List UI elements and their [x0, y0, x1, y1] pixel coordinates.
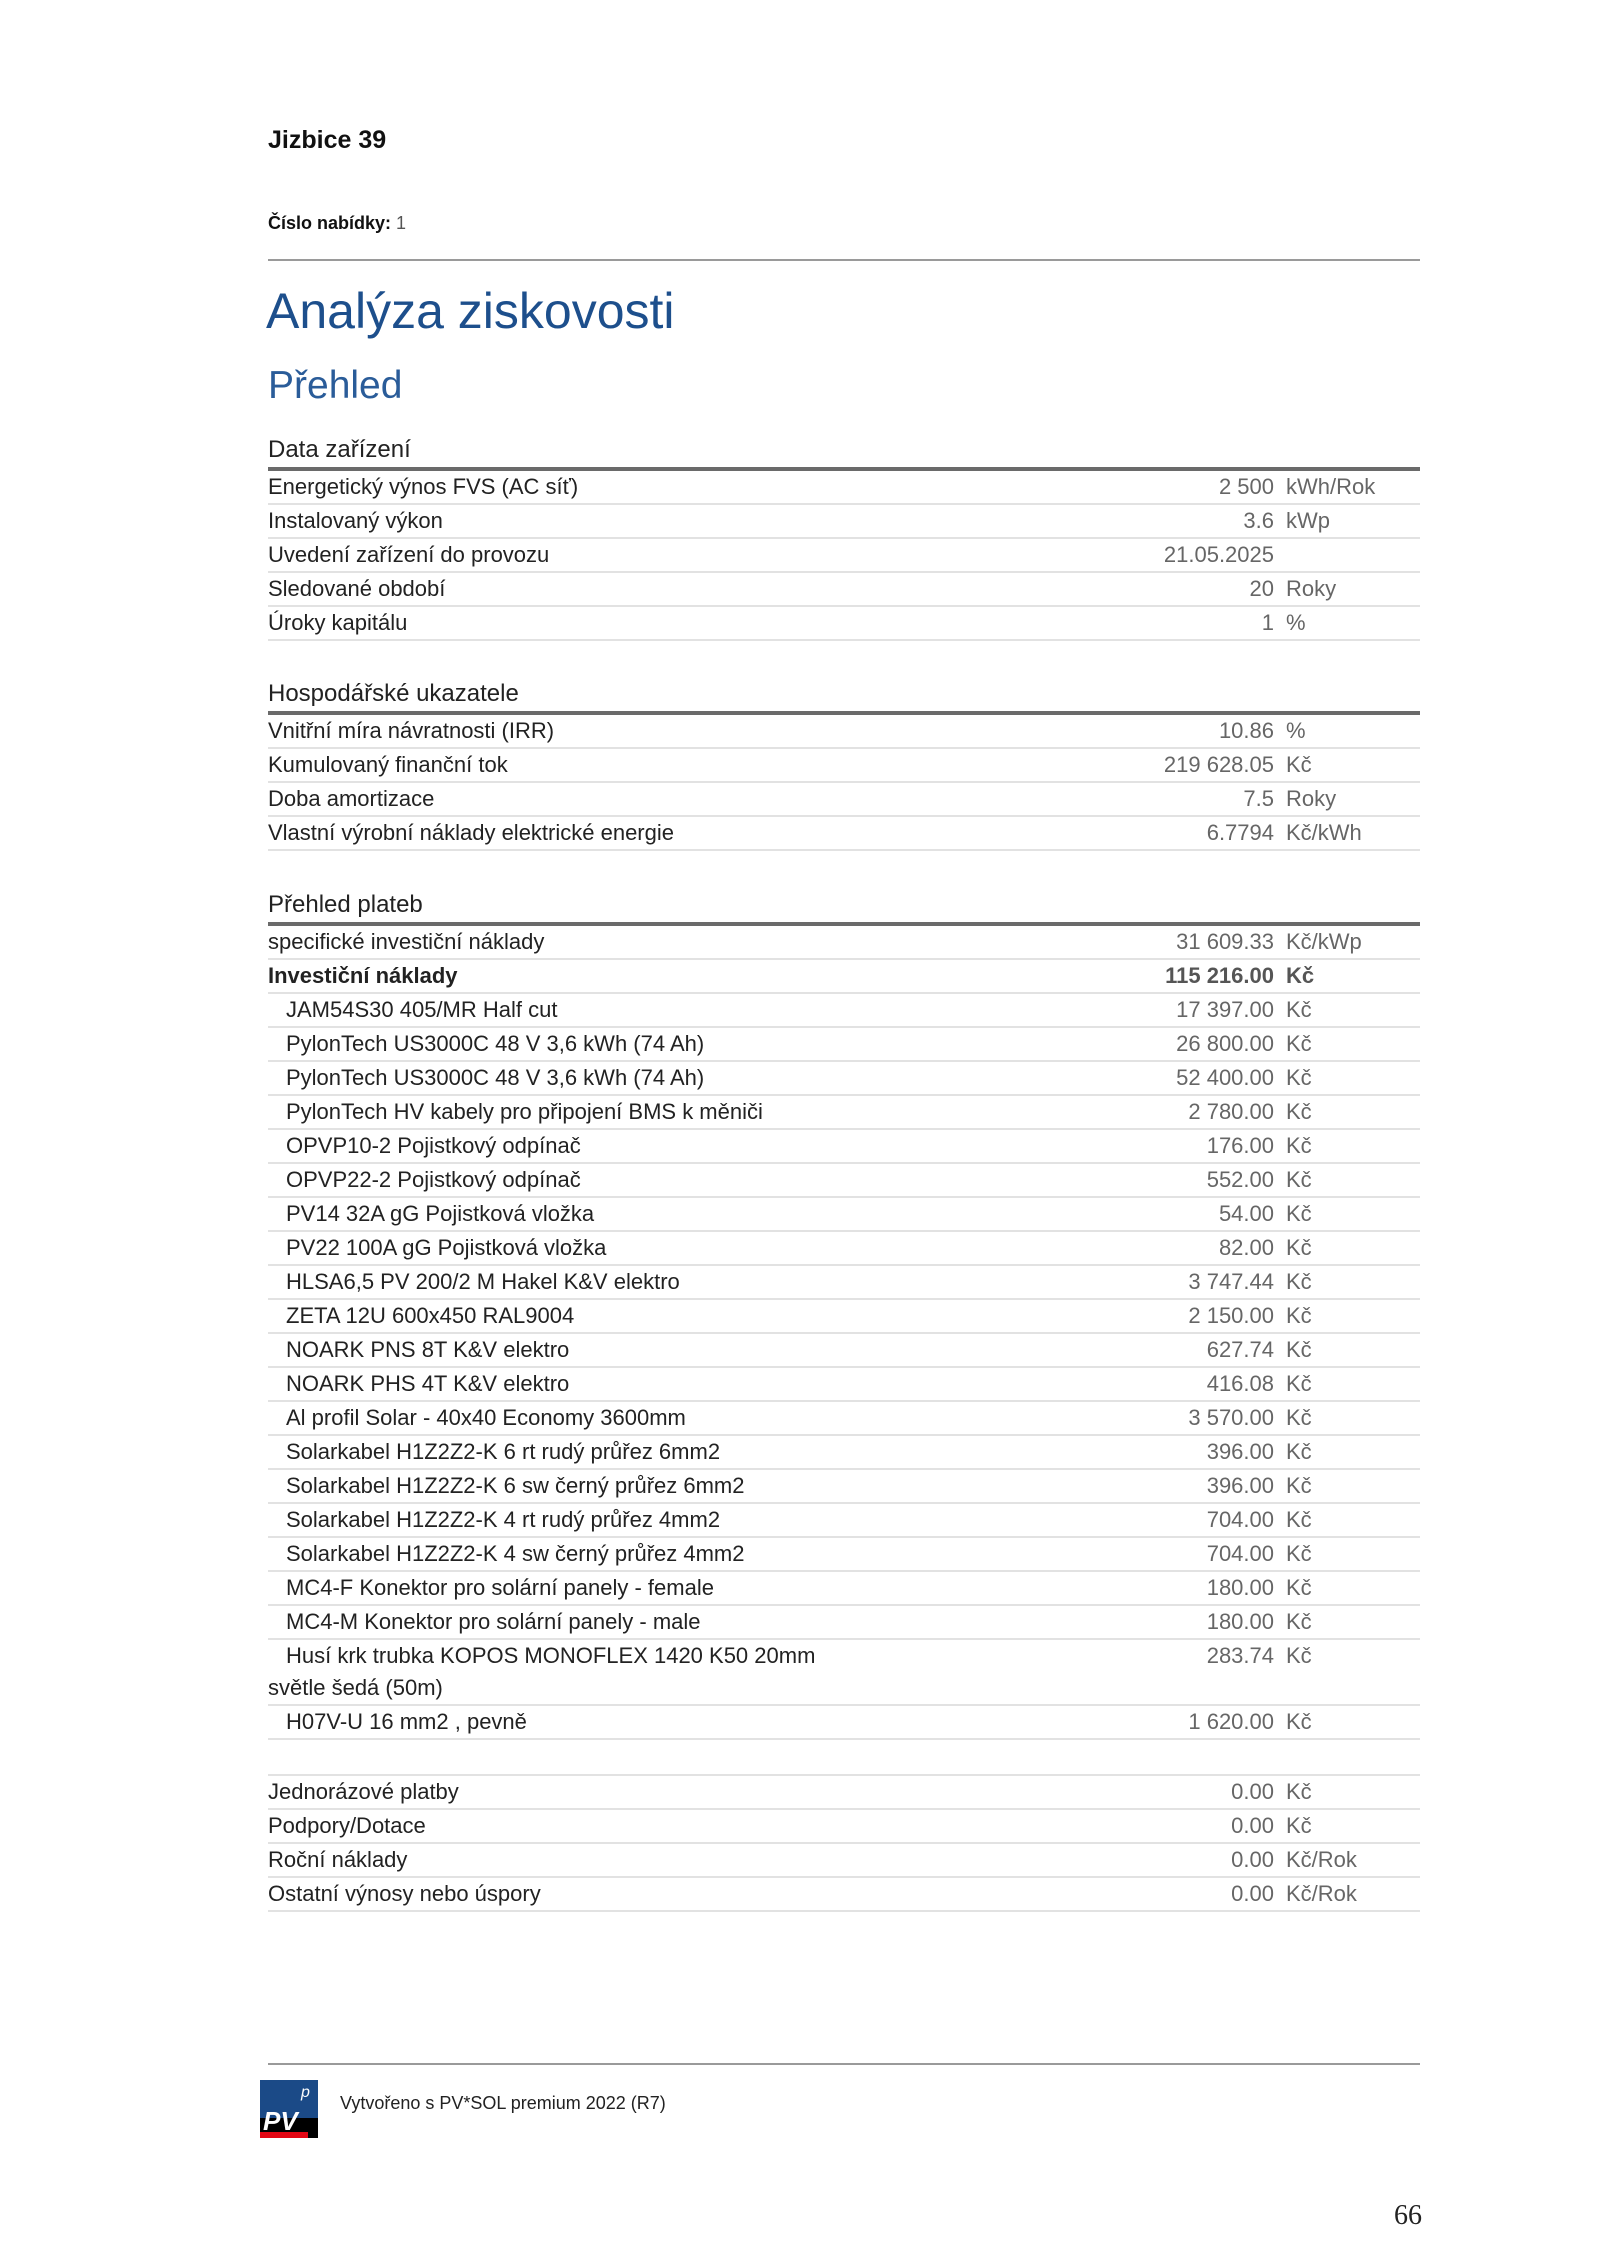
row-label: H07V-U 16 mm2 , pevně: [286, 1709, 527, 1734]
row-value: 54.00: [1218, 1201, 1274, 1226]
table-row: [268, 817, 1420, 851]
row-label: PV22 100A gG Pojistková vložka: [286, 1235, 607, 1260]
row-value: 2 150.00: [1188, 1303, 1274, 1328]
row-value: 0.00: [1231, 1881, 1274, 1906]
row-unit: Kč: [1286, 1133, 1312, 1158]
row-value: 704.00: [1206, 1541, 1274, 1566]
table-row: [268, 1334, 1420, 1368]
row-unit: Kč: [1286, 963, 1315, 988]
row-value: 3.6: [1243, 508, 1274, 533]
section-payment-overview: [268, 888, 1420, 1740]
row-value: 552.00: [1206, 1167, 1274, 1192]
row-label: Doba amortizace: [268, 786, 435, 811]
row-value: 21.05.2025: [1163, 542, 1274, 567]
table-row: [268, 1028, 1420, 1062]
offer-value: 1: [396, 213, 407, 233]
row-label: Instalovaný výkon: [268, 508, 443, 533]
row-value: 115 216.00: [1165, 963, 1274, 988]
pvsol-logo-icon: [260, 2080, 318, 2138]
row-value: 283.74: [1206, 1643, 1274, 1668]
row-value: 180.00: [1206, 1575, 1274, 1600]
table-row: [268, 1436, 1420, 1470]
row-unit: kWh/Rok: [1286, 474, 1376, 499]
row-value: 2 500: [1218, 474, 1274, 499]
row-value: 180.00: [1206, 1609, 1274, 1634]
row-label: Roční náklady: [268, 1847, 408, 1872]
row-unit: Kč: [1286, 1439, 1312, 1464]
row-value: 3 747.44: [1188, 1269, 1274, 1294]
table-row: [268, 1606, 1420, 1640]
row-value: 3 570.00: [1188, 1405, 1274, 1430]
section-economic-indicators: [268, 677, 1420, 851]
row-value: 176.00: [1206, 1133, 1274, 1158]
table-row: [268, 1232, 1420, 1266]
row-value: 17 397.00: [1176, 997, 1274, 1022]
table-row: [268, 1844, 1420, 1878]
row-unit: Kč: [1286, 997, 1312, 1022]
row-label: NOARK PHS 4T K&V elektro: [286, 1371, 570, 1396]
header-divider: [268, 259, 1420, 261]
row-unit: Kč: [1286, 1099, 1312, 1124]
row-unit: Kč: [1286, 1779, 1312, 1804]
row-value: 10.86: [1218, 718, 1274, 743]
row-value: 26 800.00: [1176, 1031, 1274, 1056]
row-value: 704.00: [1206, 1507, 1274, 1532]
page-title: Analýza ziskovosti: [266, 283, 675, 339]
row-label: Solarkabel H1Z2Z2-K 4 rt rudý průřez 4mm2: [286, 1507, 721, 1532]
row-unit: Kč: [1286, 1541, 1312, 1566]
table-row: [268, 607, 1420, 641]
section-heading: Hospodářské ukazatele: [268, 677, 1420, 715]
row-unit: Kč/Rok: [1286, 1847, 1357, 1872]
row-value: 0.00: [1231, 1847, 1274, 1872]
row-unit: Kč: [1286, 1709, 1312, 1734]
row-label: PV14 32A gG Pojistková vložka: [286, 1201, 595, 1226]
table-row: [268, 573, 1420, 607]
table-row: [268, 783, 1420, 817]
row-unit: Kč: [1286, 1031, 1312, 1056]
row-unit: %: [1286, 718, 1306, 743]
row-label: Solarkabel H1Z2Z2-K 6 sw černý průřez 6mm2: [286, 1473, 745, 1498]
row-unit: Kč: [1286, 1065, 1312, 1090]
row-unit: Kč: [1286, 1405, 1312, 1430]
row-label: Úroky kapitálu: [268, 610, 408, 635]
row-label: Investiční náklady: [268, 963, 458, 988]
table-row: [268, 1198, 1420, 1232]
row-unit: Kč: [1286, 1371, 1312, 1396]
table-row: [268, 539, 1420, 573]
row-unit: Kč: [1286, 752, 1312, 777]
row-unit: Kč: [1286, 1235, 1312, 1260]
row-label: MC4-M Konektor pro solární panely - male: [286, 1609, 701, 1634]
offer-number: [268, 213, 406, 234]
section-other-payments: [268, 1774, 1420, 1912]
table-row: [268, 1538, 1420, 1572]
row-label: ZETA 12U 600x450 RAL9004: [286, 1303, 575, 1328]
row-value: 416.08: [1206, 1371, 1274, 1396]
row-label: Al profil Solar - 40x40 Economy 3600mm: [286, 1405, 686, 1430]
table-row: [268, 1470, 1420, 1504]
offer-label: Číslo nabídky:: [268, 213, 392, 233]
page-subtitle: Přehled: [268, 364, 403, 407]
row-label: JAM54S30 405/MR Half cut: [286, 997, 558, 1022]
row-unit: Kč: [1286, 1473, 1312, 1498]
table-row: [268, 749, 1420, 783]
row-unit: Kč: [1286, 1575, 1312, 1600]
row-label: Ostatní výnosy nebo úspory: [268, 1881, 541, 1906]
section-device-data: [268, 433, 1420, 641]
table-row: [268, 1266, 1420, 1300]
row-label: OPVP10-2 Pojistkový odpínač: [286, 1133, 581, 1158]
table-row: [268, 1164, 1420, 1198]
row-value: 1 620.00: [1188, 1709, 1274, 1734]
row-unit: Kč/kWp: [1286, 929, 1362, 954]
row-label: Solarkabel H1Z2Z2-K 4 sw černý průřez 4mm2: [286, 1541, 745, 1566]
row-unit: Roky: [1286, 576, 1337, 601]
row-unit: Kč: [1286, 1609, 1312, 1634]
row-value: 0.00: [1231, 1813, 1274, 1838]
row-unit: Kč: [1286, 1507, 1312, 1532]
section-heading: Data zařízení: [268, 433, 1420, 471]
row-value: 219 628.05: [1163, 752, 1274, 777]
table-row: [268, 1504, 1420, 1538]
section-heading: Přehled plateb: [268, 888, 1420, 926]
row-label: HLSA6,5 PV 200/2 M Hakel K&V elektro: [286, 1269, 680, 1294]
row-label: PylonTech US3000C 48 V 3,6 kWh (74 Ah): [286, 1065, 705, 1090]
row-unit: Kč: [1286, 1643, 1312, 1668]
row-unit: Kč: [1286, 1303, 1312, 1328]
row-unit: %: [1286, 610, 1306, 635]
row-label: specifické investiční náklady: [268, 929, 545, 954]
row-label: Vnitřní míra návratnosti (IRR): [268, 718, 555, 743]
row-value: 0.00: [1231, 1779, 1274, 1804]
table-row: [268, 1062, 1420, 1096]
row-value: 1: [1261, 610, 1274, 635]
row-value: 6.7794: [1206, 820, 1274, 845]
svg-text:p: p: [301, 2084, 310, 2101]
row-label: Solarkabel H1Z2Z2-K 6 rt rudý průřez 6mm2: [286, 1439, 721, 1464]
row-value: 31 609.33: [1176, 929, 1274, 954]
row-label: Kumulovaný finanční tok: [268, 752, 508, 777]
row-label: Husí krk trubka KOPOS MONOFLEX 1420 K50 20mm světle šedá (50m): [268, 1643, 816, 1700]
row-label: PylonTech HV kabely pro připojení BMS k měniči: [286, 1099, 763, 1124]
row-unit: kWp: [1286, 508, 1330, 533]
table-row: [268, 1640, 1420, 1706]
row-label: NOARK PNS 8T K&V elektro: [286, 1337, 570, 1362]
svg-text:PV: PV: [263, 2106, 298, 2136]
row-unit: Kč: [1286, 1813, 1312, 1838]
row-label: Vlastní výrobní náklady elektrické energie: [268, 820, 674, 845]
table-row: [268, 1368, 1420, 1402]
row-label: PylonTech US3000C 48 V 3,6 kWh (74 Ah): [286, 1031, 705, 1056]
row-unit: Kč/Rok: [1286, 1881, 1357, 1906]
table-row: [268, 960, 1420, 994]
row-label: OPVP22-2 Pojistkový odpínač: [286, 1167, 581, 1192]
row-label: Sledované období: [268, 576, 446, 601]
row-value: 396.00: [1206, 1473, 1274, 1498]
row-unit: Kč: [1286, 1337, 1312, 1362]
table-row: [268, 1572, 1420, 1606]
table-row: [268, 1300, 1420, 1334]
table-row: [268, 1096, 1420, 1130]
footer-created-with: Vytvořeno s PV*SOL premium 2022 (R7): [340, 2093, 666, 2113]
row-label: Podpory/Dotace: [268, 1813, 426, 1838]
row-label: Uvedení zařízení do provozu: [268, 542, 550, 567]
table-row: [268, 994, 1420, 1028]
row-unit: Kč/kWh: [1286, 820, 1362, 845]
table-row: [268, 1706, 1420, 1740]
row-label: Energetický výnos FVS (AC síť): [268, 474, 579, 499]
row-value: 20: [1249, 576, 1274, 601]
row-label: MC4-F Konektor pro solární panely - female: [286, 1575, 714, 1600]
row-unit: Roky: [1286, 786, 1337, 811]
table-row: [268, 1878, 1420, 1912]
row-unit: Kč: [1286, 1167, 1312, 1192]
row-unit: Kč: [1286, 1269, 1312, 1294]
table-row: [268, 1810, 1420, 1844]
row-value: 396.00: [1206, 1439, 1274, 1464]
footer-divider: [268, 2063, 1420, 2065]
page-number: 66: [1394, 2200, 1422, 2231]
table-row: [268, 1130, 1420, 1164]
project-name: Jizbice 39: [268, 126, 387, 154]
table-row: [268, 1402, 1420, 1436]
table-row: [268, 926, 1420, 960]
table-row: [268, 1776, 1420, 1810]
table-row: [268, 471, 1420, 505]
row-unit: Kč: [1286, 1201, 1312, 1226]
row-value: 7.5: [1243, 786, 1274, 811]
table-row: [268, 715, 1420, 749]
row-label: Jednorázové platby: [268, 1779, 459, 1804]
row-value: 52 400.00: [1176, 1065, 1274, 1090]
row-value: 82.00: [1218, 1235, 1274, 1260]
row-value: 2 780.00: [1188, 1099, 1274, 1124]
table-row: [268, 505, 1420, 539]
row-value: 627.74: [1206, 1337, 1274, 1362]
